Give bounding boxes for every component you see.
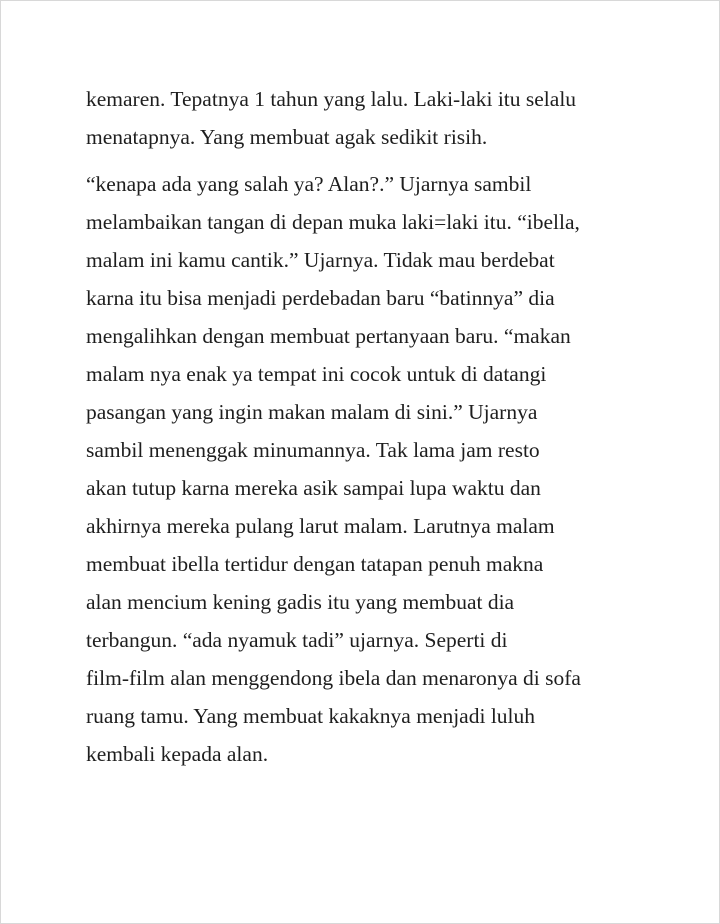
text-line: malam nya enak ya tempat ini cocok untuk di datangi: [86, 362, 547, 386]
text-line: akhirnya mereka pulang larut malam. Larutnya malam: [86, 514, 555, 538]
text-line: karna itu bisa menjadi perdebadan baru “batinnya” dia: [86, 286, 555, 310]
document-body: [86, 80, 646, 773]
text-line: pasangan yang ingin makan malam di sini.” Ujarnya: [86, 400, 538, 424]
text-line: “kenapa ada yang salah ya? Alan?.” Ujarnya sambil: [86, 172, 532, 196]
text-line: ruang tamu. Yang membuat kakaknya menjadi luluh: [86, 704, 536, 728]
text-line: malam ini kamu cantik.” Ujarnya. Tidak mau berdebat: [86, 248, 555, 272]
text-line: terbangun. “ada nyamuk tadi” ujarnya. Seperti di: [86, 628, 508, 652]
text-line: melambaikan tangan di depan muka laki=laki itu. “ibella,: [86, 210, 580, 234]
text-line: membuat ibella tertidur dengan tatapan penuh makna: [86, 552, 544, 576]
text-line: mengalihkan dengan membuat pertanyaan baru. “makan: [86, 324, 571, 348]
text-line: film-film alan menggendong ibela dan menaronya di sofa: [86, 666, 581, 690]
text-line: alan mencium kening gadis itu yang membuat dia: [86, 590, 515, 614]
text-line: kemaren. Tepatnya 1 tahun yang lalu. Laki-laki itu selalu: [86, 87, 577, 111]
paragraph-1: [86, 80, 646, 156]
text-line: menatapnya. Yang membuat agak sedikit risih.: [86, 125, 488, 149]
text-line: akan tutup karna mereka asik sampai lupa waktu dan: [86, 476, 541, 500]
text-line: sambil menenggak minumannya. Tak lama jam resto: [86, 438, 540, 462]
text-line: kembali kepada alan.: [86, 742, 269, 766]
paragraph-2: [86, 165, 646, 773]
